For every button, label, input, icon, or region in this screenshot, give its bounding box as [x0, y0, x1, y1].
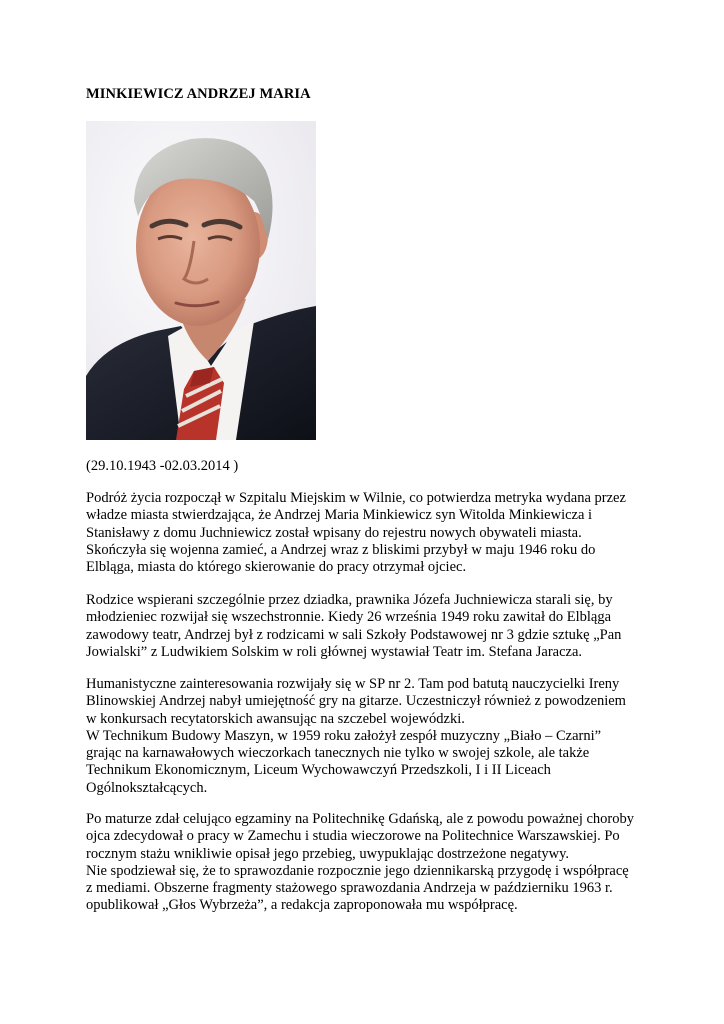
text-line: w konkursach recytatorskich awansując na szczebel wojewódzki. [86, 710, 465, 727]
text-line: z mediami. Obszerne fragmenty stażowego sprawozdania Andrzeja w październiku 1963 r. [86, 880, 613, 897]
text-line: ojca zdecydował o pracy w Zamechu i studia wieczorowe na Politechnice Warszawskiej. Po [86, 828, 620, 845]
text-line: Skończyła się wojenna zamieć, a Andrzej wraz z bliskimi przybył w maju 1946 roku do [86, 541, 596, 558]
text-line: W Technikum Budowy Maszyn, w 1959 roku założył zespół muzyczny „Biało – Czarni” [86, 727, 602, 744]
text-line: Humanistyczne zainteresowania rozwijały się w SP nr 2. Tam pod batutą nauczycielki Ireny [86, 676, 620, 692]
text-line: zawodowy teatr, Andrzej był z rodzicami w sali Szkoły Podstawowej nr 3 gdzie sztukę „Pan [86, 626, 622, 643]
text-line: rocznym stażu wnikliwie opisał jego przebieg, uwypuklając dostrzeżone negatywy. [86, 845, 570, 862]
text-line: władze miasta stwierdzająca, że Andrzej Maria Minkiewicz syn Witolda Minkiewicza i [86, 507, 593, 524]
text-line: młodzieniec rozwijał się wszechstronnie. Kiedy 26 września 1949 roku zawitał do Elbląga [86, 609, 612, 626]
portrait-photo [86, 121, 316, 440]
text-line: Ogólnokształcących. [86, 779, 208, 796]
text-line: Po maturze zdał celująco egzaminy na Politechnikę Gdańską, ale z powodu poważnej choroby [86, 811, 634, 827]
text-line: Rodzice wspierani szczególnie przez dziadka, prawnika Józefa Juchniewicza starali się, by [86, 592, 613, 608]
paragraph-career [86, 811, 646, 915]
text-line: Stanisławy z domu Juchniewicz został wpisany do rejestru nowych obywateli miasta. [86, 524, 582, 541]
text-line: Elbląga, miasta do którego skierowanie do pracy otrzymał ojciec. [86, 559, 467, 576]
paragraph-childhood [86, 592, 646, 661]
text-line: grając na karnawałowych wieczorkach tanecznych nie tylko w swojej szkole, ale także [86, 745, 590, 762]
text-line: Nie spodziewał się, że to sprawozdanie rozpocznie jego dziennikarską przygodę i współpracę [86, 862, 629, 879]
text-line: Podróż życia rozpoczął w Szpitalu Miejskim w Wilnie, co potwierdza metryka wydana przez [86, 490, 626, 506]
text-line: Technikum Ekonomicznym, Liceum Wychowawczyń Przedszkoli, I i II Liceach [86, 762, 551, 779]
life-dates: (29.10.1943 -02.03.2014 ) [86, 458, 239, 474]
document-title: MINKIEWICZ ANDRZEJ MARIA [86, 86, 311, 102]
text-line: Jowialski” z Ludwikiem Solskim w roli głównej wystawiał Teatr im. Stefana Jaracza. [86, 643, 583, 660]
paragraph-school [86, 676, 646, 797]
paragraph-birth [86, 490, 646, 576]
text-line: opublikował „Głos Wybrzeża”, a redakcja zaproponowała mu współpracę. [86, 897, 518, 914]
text-line: Blinowskiej Andrzej nabył umiejętność gry na gitarze. Uczestniczył również z powodzeniem [86, 693, 626, 710]
